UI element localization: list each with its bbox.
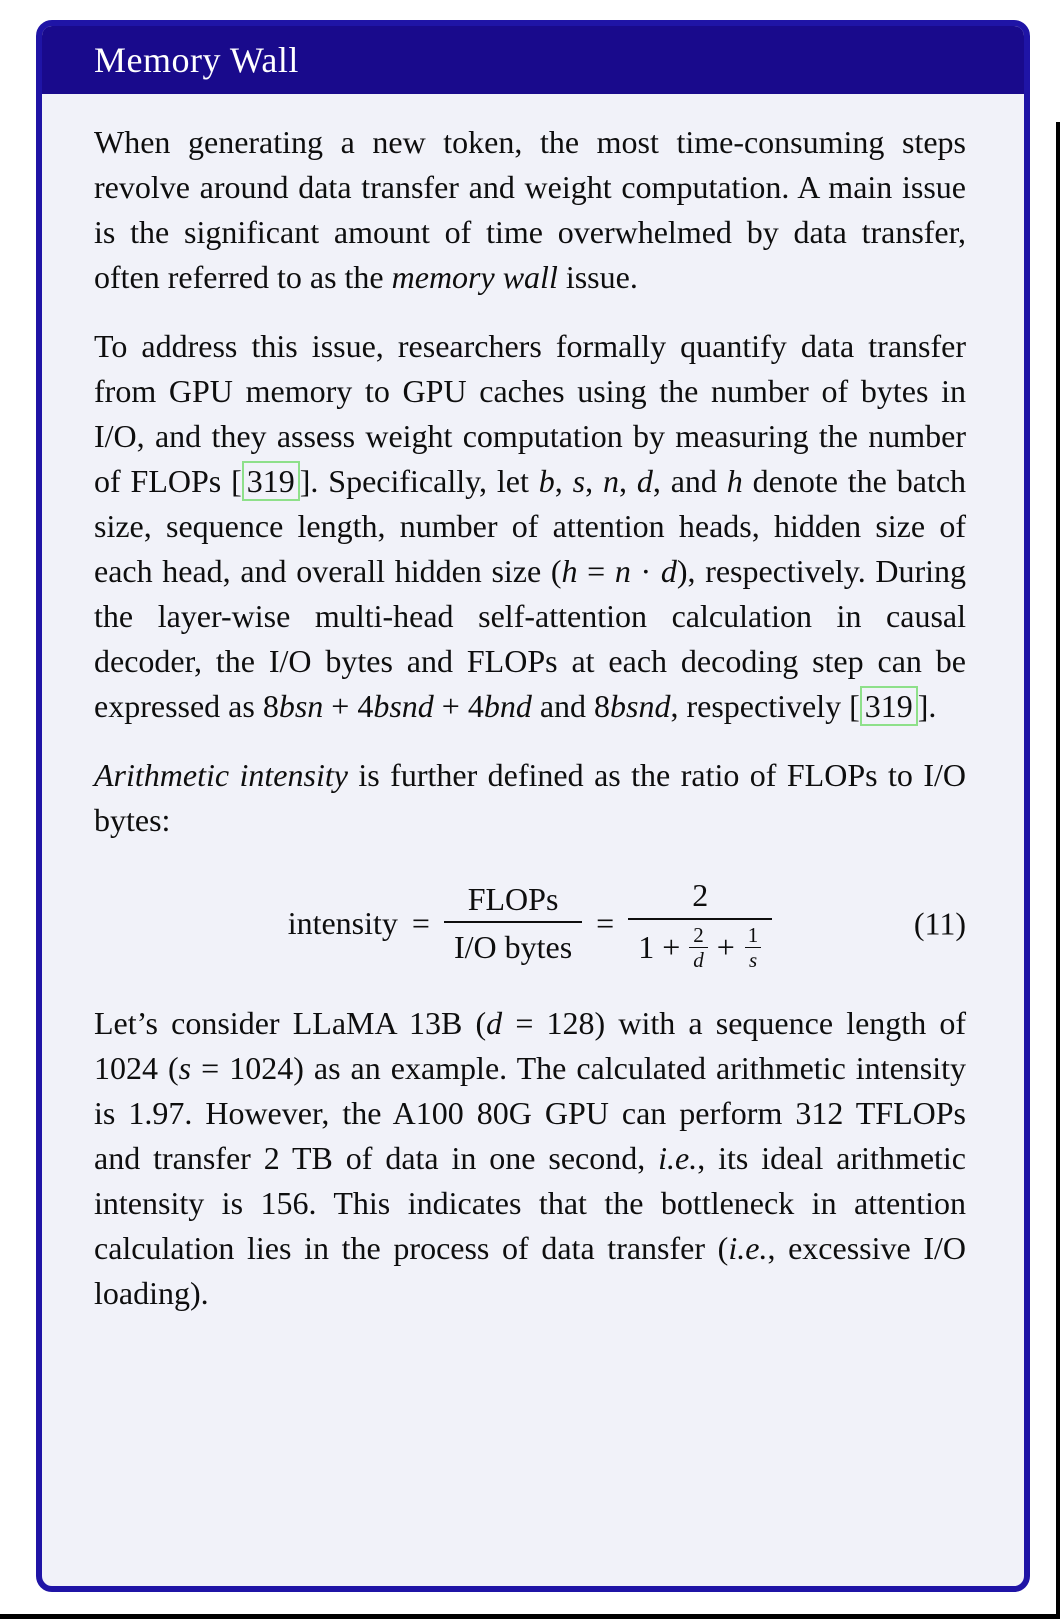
eq-den-plus: + bbox=[716, 929, 735, 966]
text-run: To address this issue, researchers formally quantify data transfer from GPU memory to GPU caches using the number of bytes in I/O, and they assess weight computation by measuring the number of FLOPs [ bbox=[94, 328, 966, 499]
text-run: h bbox=[726, 463, 743, 499]
text-run: , its ideal arithmetic intensity is 156. This indicates that the bottleneck in attention calculation lies in the process of data transfer ( bbox=[94, 1139, 967, 1266]
text-run: · bbox=[630, 553, 661, 589]
text-run: = bbox=[577, 553, 615, 589]
text-run: bnd bbox=[483, 688, 532, 724]
text-run: = 128) with a sequence length of 1024 ( bbox=[94, 1004, 967, 1086]
eq-subfrac1-denominator: d bbox=[689, 947, 708, 971]
text-run: , bbox=[618, 463, 637, 499]
equation-number: (11) bbox=[913, 905, 966, 942]
eq-frac1-denominator: I/O bytes bbox=[444, 921, 582, 967]
eq-subfraction-1-over-s bbox=[744, 924, 763, 971]
eq-fraction-intensity-value bbox=[628, 877, 772, 971]
text-run: = 1024) as an example. The calculated arithmetic intensity is 1.97. However, the A100 80G GPU can perform 312 TFLOPs and transfer 2 TB of data in one second, bbox=[94, 1049, 967, 1176]
eq-subfrac2-denominator: s bbox=[745, 947, 761, 971]
text-run: Let’s consider LLaMA 13B ( bbox=[94, 1004, 487, 1041]
paragraph-llama-example bbox=[94, 1001, 966, 1316]
text-run: bsn bbox=[278, 688, 324, 724]
text-run: n bbox=[614, 553, 631, 589]
text-run: + 4 bbox=[323, 688, 374, 724]
text-run: , respectively [ bbox=[670, 688, 860, 724]
equation-body bbox=[288, 877, 773, 971]
paragraph-memory-wall-intro bbox=[94, 120, 966, 300]
screenshot-right-edge-line bbox=[1056, 122, 1060, 1619]
equation-11 bbox=[94, 877, 966, 971]
eq-subfrac2-numerator: 1 bbox=[747, 922, 759, 947]
memory-wall-callout-box bbox=[36, 20, 1030, 1592]
text-run: is further defined as the ratio of FLOPs to I/O bytes: bbox=[94, 757, 967, 838]
eq-frac2-numerator: 2 bbox=[692, 877, 709, 913]
eq-subfraction-2-over-d bbox=[689, 924, 708, 971]
text-run: When generating a new token, the most time-consuming steps revolve around data transfer and weight computation. A main issue is the significant amount of time overwhelmed by data transfer, often referred to as the bbox=[94, 124, 966, 295]
text-run: , bbox=[585, 463, 603, 499]
text-run: d bbox=[486, 1004, 503, 1041]
text-run: n bbox=[602, 463, 619, 499]
screenshot-bottom-edge-line bbox=[0, 1614, 1060, 1619]
text-run: issue. bbox=[557, 259, 638, 295]
text-run: , and bbox=[652, 463, 727, 499]
callout-title: Memory Wall bbox=[94, 40, 299, 80]
eq-subfrac1-numerator: 2 bbox=[693, 922, 704, 947]
eq-frac1-numerator: FLOPs bbox=[467, 880, 559, 917]
citation-link[interactable]: 319 bbox=[860, 686, 918, 726]
text-run: s bbox=[178, 1049, 192, 1086]
text-run: denote the batch size, sequence length, number of attention heads, hidden size of each head, and overall hidden size ( bbox=[94, 463, 967, 589]
callout-header-band bbox=[42, 26, 1024, 94]
text-run: i.e. bbox=[728, 1229, 768, 1266]
paragraph-io-flops-quantification bbox=[94, 324, 966, 729]
text-run: Arithmetic intensity bbox=[94, 757, 348, 793]
eq-den-prefix: 1 + bbox=[638, 929, 681, 966]
text-run: ]. Specifically, let bbox=[299, 463, 539, 499]
text-run: d bbox=[636, 463, 653, 499]
text-run: ]. bbox=[917, 688, 937, 724]
text-run: d bbox=[660, 553, 677, 589]
eq-fraction-flops-io bbox=[444, 881, 582, 968]
text-run: + 4 bbox=[433, 688, 484, 724]
eq-frac2-denominator bbox=[628, 918, 772, 971]
paragraph-arithmetic-intensity-def bbox=[94, 753, 966, 843]
text-run: ), respectively. During the layer-wise multi-head self-attention calculation in causal decoder, the I/O bytes and FLOPs at each decoding step can be expressed as 8 bbox=[94, 553, 967, 724]
text-run: , bbox=[554, 463, 573, 499]
text-run: b bbox=[538, 463, 555, 499]
text-run: and 8 bbox=[531, 688, 611, 724]
text-run: bsnd bbox=[373, 688, 434, 724]
text-run: s bbox=[572, 463, 586, 499]
eq-equals-2: = bbox=[596, 905, 615, 942]
text-run: memory wall bbox=[391, 259, 558, 295]
eq-lhs: intensity bbox=[287, 905, 398, 942]
text-run: h bbox=[561, 553, 578, 589]
text-run: , excessive I/O loading). bbox=[94, 1229, 967, 1311]
citation-link[interactable]: 319 bbox=[242, 461, 300, 501]
text-run: i.e. bbox=[658, 1139, 698, 1176]
text-run: bsnd bbox=[610, 688, 671, 724]
callout-body bbox=[42, 94, 1024, 1316]
eq-equals-1: = bbox=[411, 905, 430, 942]
